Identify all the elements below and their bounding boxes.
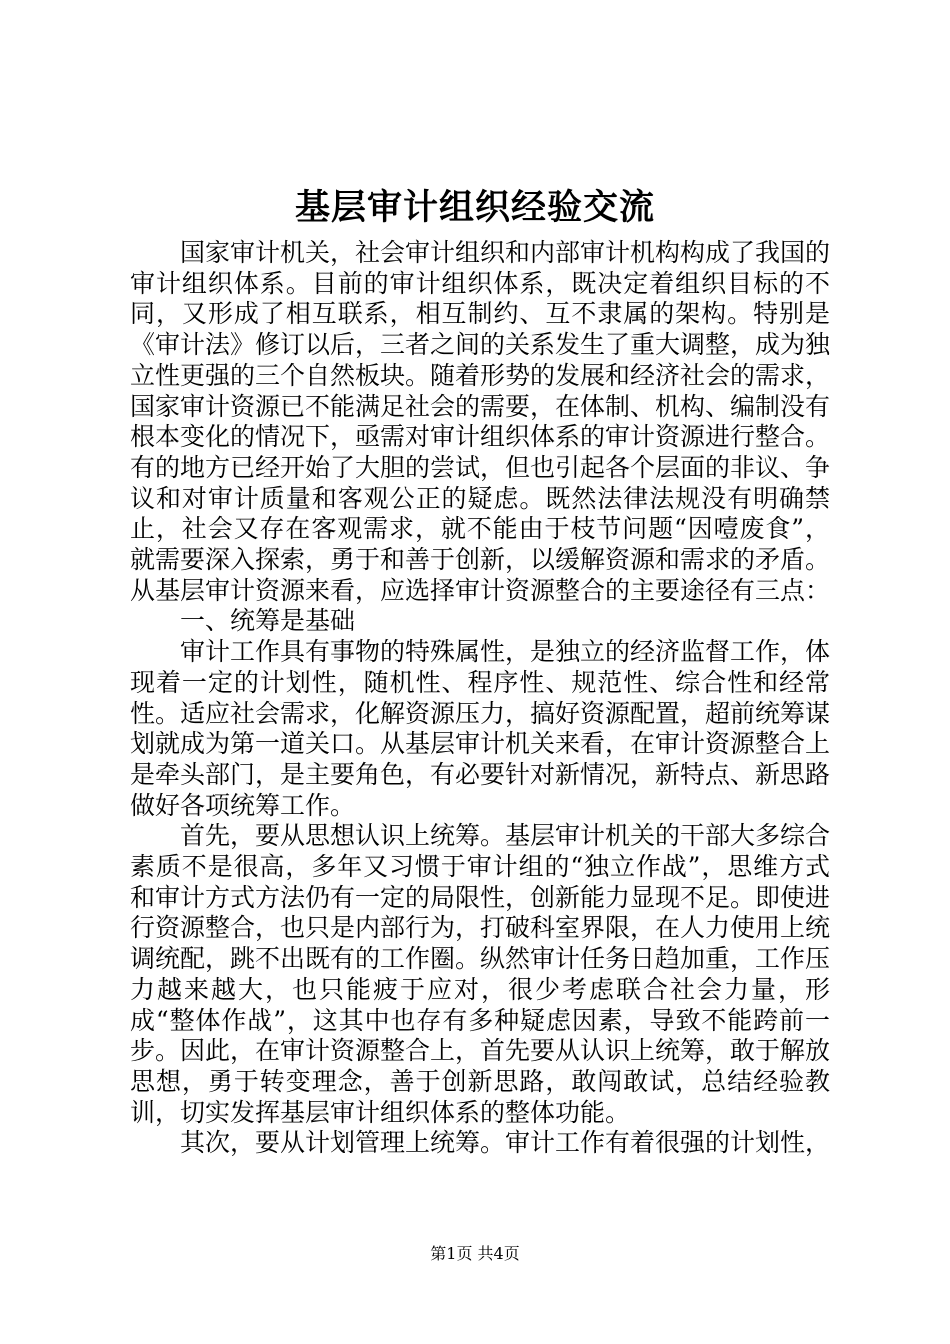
paragraph-section-1: 审计工作具有事物的特殊属性，是独立的经济监督工作，体现着一定的计划性，随机性、程序性、规范性、综合性和经常性。适应社会需求，化解资源压力，搞好资源配置，超前统筹谋划就成为第一道关口。从基层审计机关来看，在审计资源整合上是牵头部门，是主要角色，有必要针对新情况，新特点、新思路做好各项统筹工作。 bbox=[130, 637, 831, 820]
section-heading: 一、统筹是基础 bbox=[180, 606, 356, 636]
paragraph-second-point: 其次，要从计划管理上统筹。审计工作有着很强的计划性， bbox=[180, 1128, 831, 1158]
document-title: 基层审计组织经验交流 bbox=[294, 187, 655, 228]
paragraph-intro: 国家审计机关，社会审计组织和内部审计机构构成了我国的审计组织体系。目前的审计组织体系，既决定着组织目标的不同，又形成了相互联系，相互制约、互不隶属的架构。特别是《审计法》修订以后，三者之间的关系发生了重大调整，成为独立性更强的三个自然板块。随着形势的发展和经济社会的需求，国家审计资源已不能满足社会的需要，在体制、机构、编制没有根本变化的情况下，亟需对审计组织体系的审计资源进行整合。有的地方已经开始了大胆的尝试，但也引起各个层面的非议、争议和对审计质量和客观公正的疑虑。既然法律法规没有明确禁止，社会又存在客观需求，就不能由于枝节问题“因噎废食”，就需要深入探索，勇于和善于创新，以缓解资源和需求的矛盾。从基层审计资源来看，应选择审计资源整合的主要途径有三点： bbox=[130, 238, 831, 605]
paragraph-first-point: 首先，要从思想认识上统筹。基层审计机关的干部大多综合素质不是很高，多年又习惯于审计组的“独立作战”，思维方式和审计方式方法仍有一定的局限性，创新能力显现不足。即使进行资源整合，也只是内部行为，打破科室界限，在人力使用上统调统配，跳不出既有的工作圈。纵然审计任务日趋加重，工作压力越来越大，也只能疲于应对，很少考虑联合社会力量，形成“整体作战”，这其中也存有多种疑虑因素，导致不能跨前一步。因此，在审计资源整合上，首先要从认识上统筹，敢于解放思想，勇于转变理念，善于创新思路，敢闯敢试，总结经验教训，切实发挥基层审计组织体系的整体功能。 bbox=[130, 821, 831, 1127]
document-body bbox=[130, 238, 830, 1159]
page-footer: 第1页 共4页 bbox=[430, 1244, 520, 1263]
